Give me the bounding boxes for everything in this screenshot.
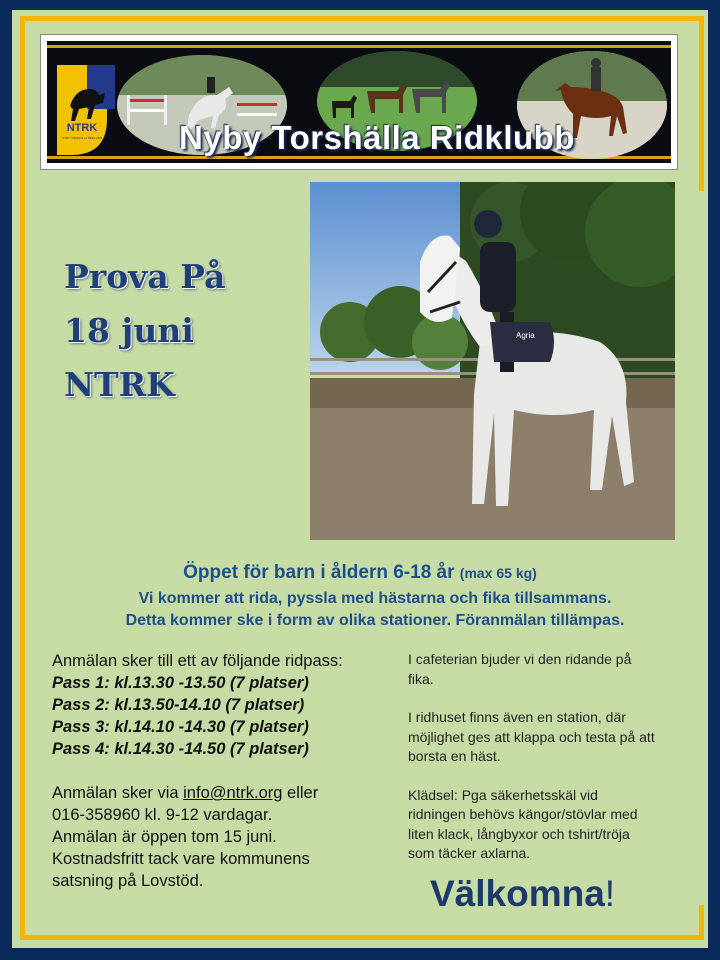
- headline-club: NTRK: [64, 365, 175, 404]
- headline-date: 18 juni: [64, 311, 194, 350]
- intro-heading: [0, 562, 720, 584]
- clothing-info: Klädsel: Pga säkerhetsskäl vid ridningen behövs kängor/stövlar med liten klack, långbyxor och tshirt/tröja som täcker axlarna.: [408, 786, 638, 861]
- weight-note: (max 65 kg): [459, 565, 537, 581]
- frame-gold-left: [20, 16, 25, 940]
- saddle-pad-text: Agria: [516, 331, 535, 340]
- contact-suffix: eller: [282, 784, 319, 802]
- frame-gold-top: [20, 16, 704, 21]
- logo-subtext: NYBY TORSHÄLLA RIDKLUBB: [62, 136, 102, 140]
- pass-4: Pass 4: kl.14.30 -14.50 (7 platser): [52, 740, 309, 758]
- logo-text: NTRK: [66, 122, 98, 134]
- pass-2: Pass 2: kl.13.50-14.10 (7 platser): [52, 696, 305, 714]
- welcome-text: [430, 873, 615, 915]
- contact-line: [52, 782, 392, 804]
- main-photo-rider-on-grey-horse: [310, 182, 675, 540]
- frame-gold-right-lower: [699, 905, 704, 940]
- ntrk-logo: [57, 59, 117, 159]
- free-line-2: satsning på Lovstöd.: [52, 872, 204, 890]
- cafeteria-info: I cafeterian bjuder vi den ridande på fika.: [408, 651, 632, 687]
- welcome-main: Välkomna: [430, 873, 605, 914]
- frame-gold-bottom: [20, 935, 704, 940]
- intro-line-stations: Detta kommer ske i form av olika stationer. Föranmälan tillämpas.: [125, 612, 625, 629]
- headline: [64, 250, 226, 412]
- event-info: [408, 650, 658, 883]
- free-line-1: Kostnadsfritt tack vare kommunens: [52, 850, 310, 868]
- registration-intro: Anmälan sker till ett av följande ridpass:: [52, 652, 343, 670]
- welcome-mark: !: [604, 873, 616, 914]
- open-until: Anmälan är öppen tom 15 juni.: [52, 828, 277, 846]
- headline-line1: Prova På: [64, 257, 226, 296]
- pass-1: Pass 1: kl.13.30 -13.50 (7 platser): [52, 674, 309, 692]
- pass-3: Pass 3: kl.14.10 -14.30 (7 platser): [52, 718, 309, 736]
- club-name: Nyby Torshälla Ridklubb: [179, 119, 575, 156]
- intro-line-activities: Vi kommer att rida, pyssla med hästarna och fika tillsammans.: [138, 590, 612, 607]
- phone-line: 016-358960 kl. 9-12 vardagar.: [52, 806, 273, 824]
- registration-info: [52, 650, 392, 892]
- contact-prefix: Anmälan sker via: [52, 784, 184, 802]
- station-info: I ridhuset finns även en station, där möjlighet ges att klappa och testa på att borsta en häst.: [408, 709, 655, 764]
- club-banner: [40, 34, 678, 170]
- contact-email-link[interactable]: info@ntrk.org: [183, 784, 283, 802]
- intro-title: Öppet för barn i åldern 6-18 år: [183, 562, 455, 583]
- frame-gold-right: [699, 16, 704, 191]
